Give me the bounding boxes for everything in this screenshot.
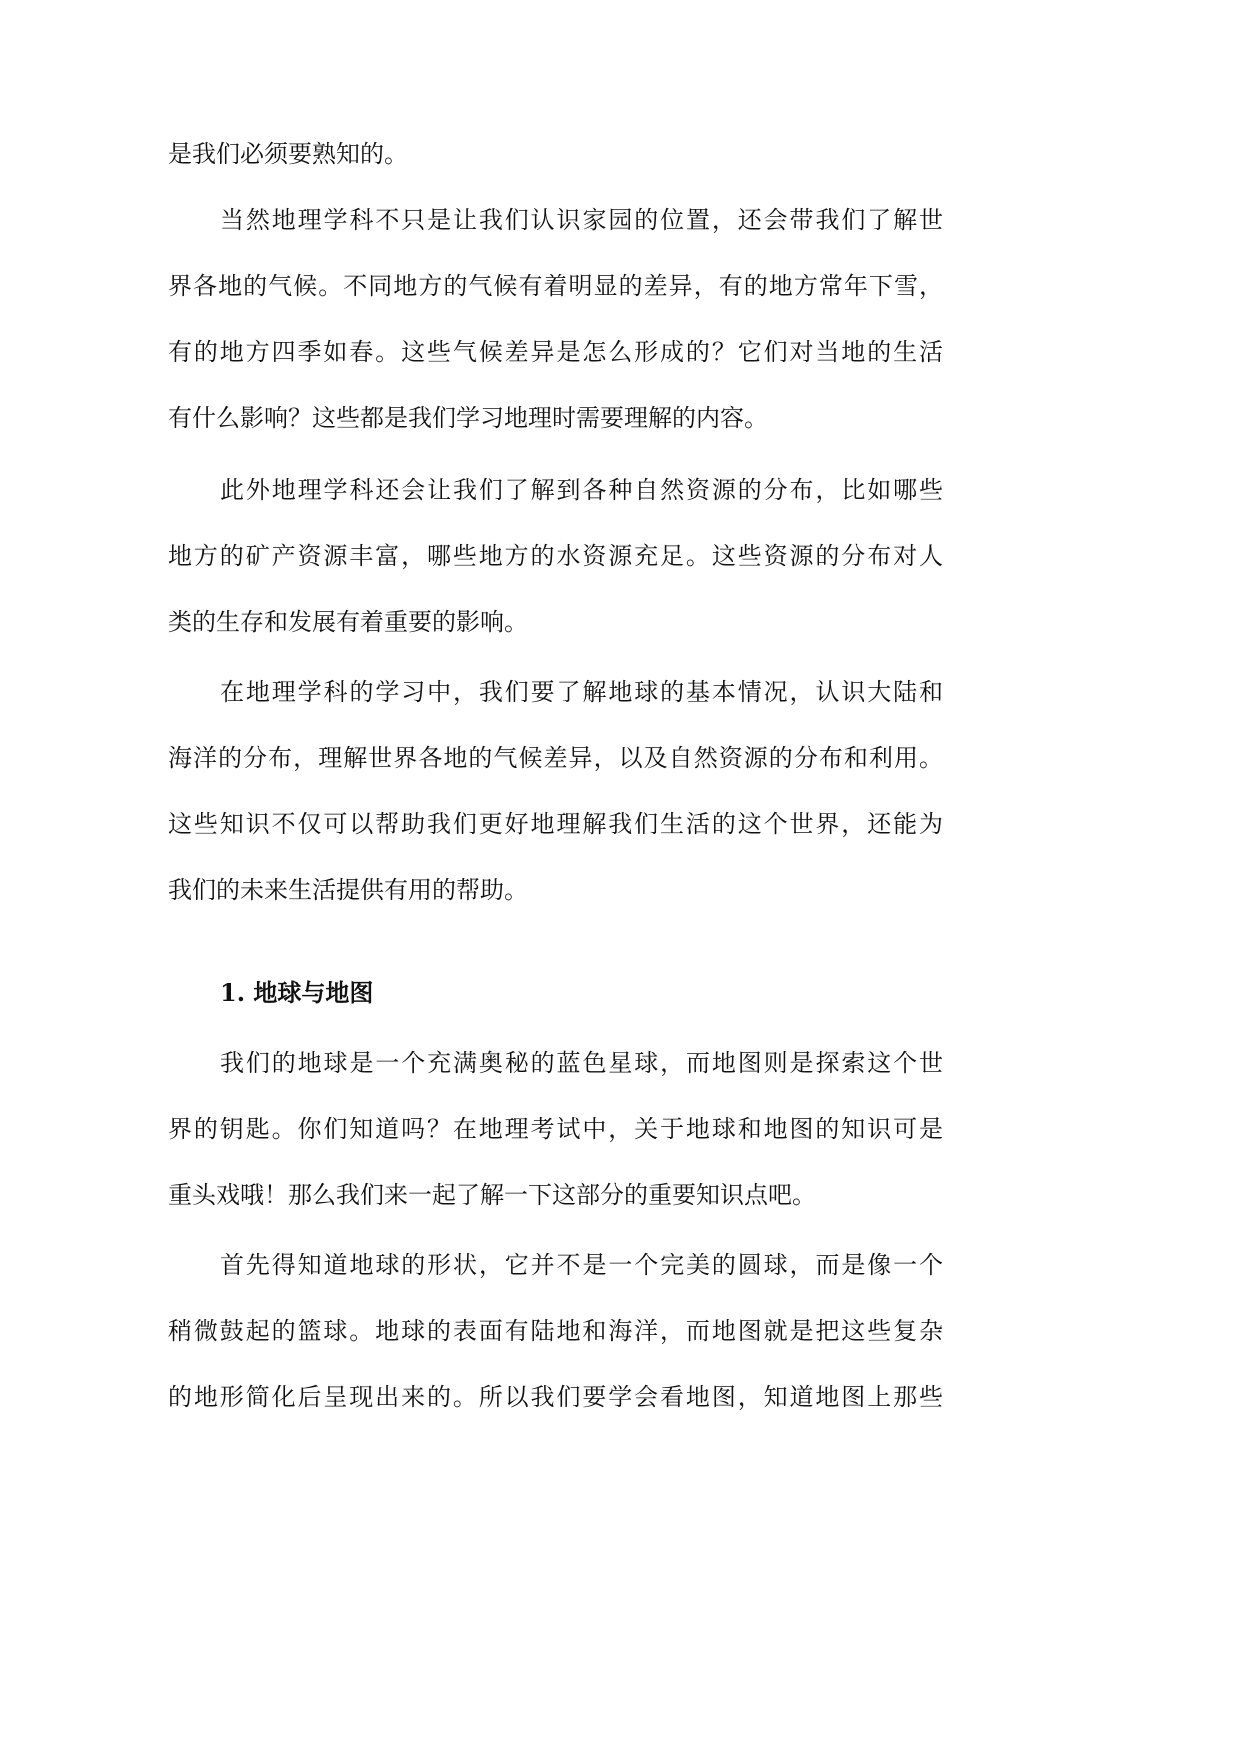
paragraph-line: 是我们必须要熟知的。 xyxy=(168,140,408,168)
paragraph-line: 当然地理学科不只是让我们认识家园的位置，还会带我们了解世 xyxy=(220,206,943,234)
paragraph-line: 界各地的气候。不同地方的气候有着明显的差异，有的地方常年下雪， xyxy=(168,272,943,300)
paragraph-line: 首先得知道地球的形状，它并不是一个完美的圆球，而是像一个 xyxy=(220,1251,943,1279)
paragraph-line: 海洋的分布，理解世界各地的气候差异，以及自然资源的分布和利用。 xyxy=(168,744,943,772)
paragraph-line: 界的钥匙。你们知道吗？在地理考试中，关于地球和地图的知识可是 xyxy=(168,1115,943,1143)
paragraph-line: 的地形简化后呈现出来的。所以我们要学会看地图，知道地图上那些 xyxy=(168,1383,943,1411)
paragraph-line: 我们的地球是一个充满奥秘的蓝色星球，而地图则是探索这个世 xyxy=(220,1049,943,1077)
paragraph-line: 重头戏哦！那么我们来一起了解一下这部分的重要知识点吧。 xyxy=(168,1181,816,1209)
paragraph-line: 我们的未来生活提供有用的帮助。 xyxy=(168,876,528,904)
paragraph-line: 有的地方四季如春。这些气候差异是怎么形成的？它们对当地的生活 xyxy=(168,338,943,366)
paragraph-line: 地方的矿产资源丰富，哪些地方的水资源充足。这些资源的分布对人 xyxy=(168,542,943,570)
paragraph-line: 此外地理学科还会让我们了解到各种自然资源的分布，比如哪些 xyxy=(220,476,943,504)
paragraph-line: 有什么影响？这些都是我们学习地理时需要理解的内容。 xyxy=(168,404,768,432)
paragraph-line: 类的生存和发展有着重要的影响。 xyxy=(168,608,528,636)
paragraph-line: 这些知识不仅可以帮助我们更好地理解我们生活的这个世界，还能为 xyxy=(168,810,943,838)
paragraph-line: 在地理学科的学习中，我们要了解地球的基本情况，认识大陆和 xyxy=(220,678,943,706)
paragraph-line: 稍微鼓起的篮球。地球的表面有陆地和海洋，而地图就是把这些复杂 xyxy=(168,1317,943,1345)
section-heading: 1. 地球与地图 xyxy=(220,978,374,1007)
